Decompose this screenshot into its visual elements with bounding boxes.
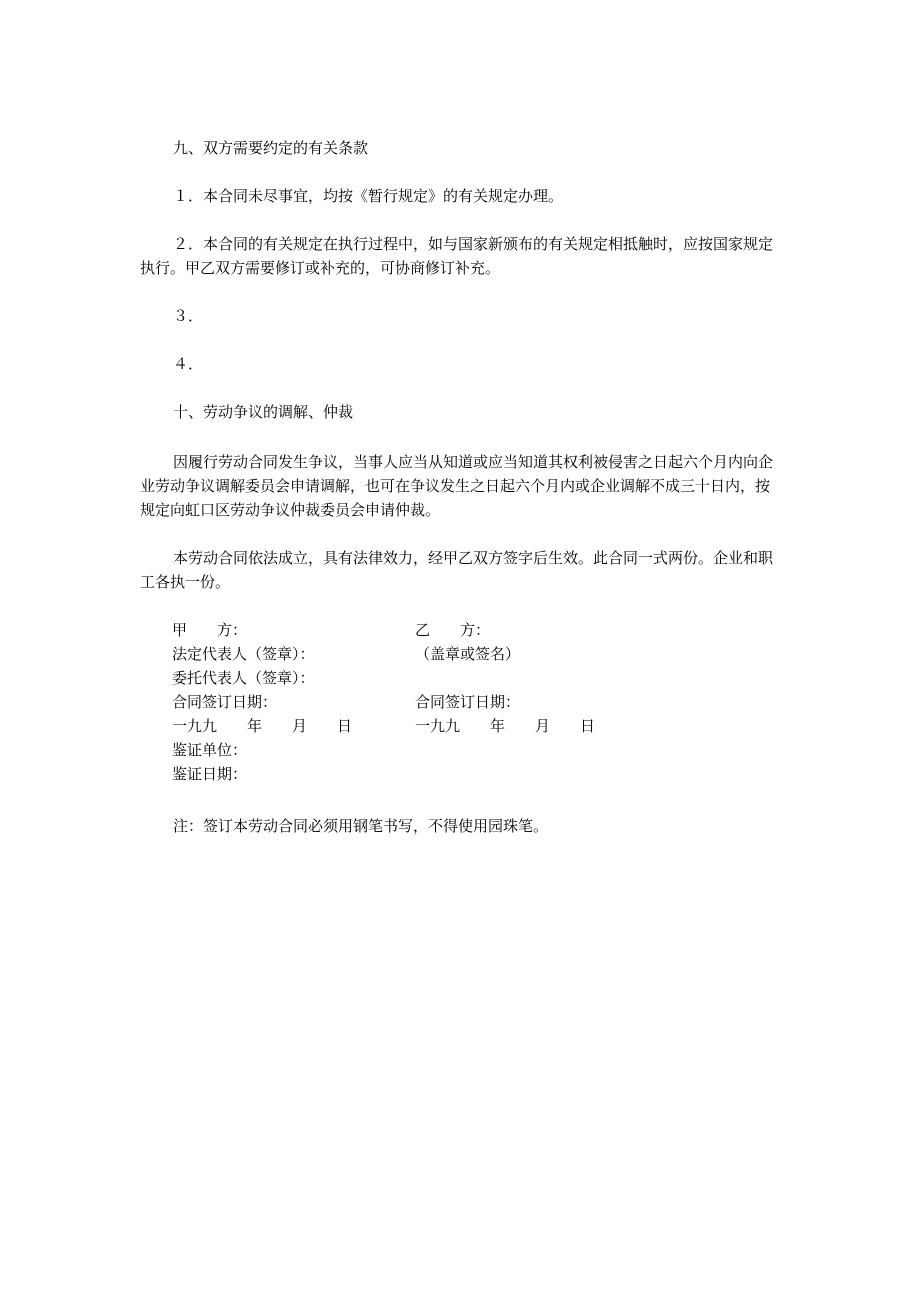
- signature-row-entrusted-rep: [172, 666, 732, 690]
- date-line-a: 一九九 年 月 日: [172, 717, 353, 735]
- signature-row-verify-unit: [172, 738, 732, 762]
- party-b-sign-note: （盖章或签名）: [415, 645, 521, 663]
- sign-date-label-a: 合同签订日期：: [172, 693, 278, 711]
- signature-row-parties: [172, 618, 732, 642]
- verify-date-label: 鉴证日期：: [172, 765, 248, 783]
- sign-date-label-b: 合同签订日期：: [415, 693, 521, 711]
- verify-unit-label: 鉴证单位：: [172, 741, 248, 759]
- entrusted-rep-label: 委托代表人（签章）：: [172, 669, 315, 687]
- effect-clause: 本劳动合同依法成立，具有法律效力，经甲乙双方签字后生效。此合同一式两份。企业和职工各执一份。: [140, 549, 774, 591]
- section9-item4: ４．: [173, 355, 204, 373]
- signature-row-legal-rep: [172, 642, 732, 666]
- section9-item3: ３．: [173, 307, 204, 325]
- section9-heading: 九、双方需要约定的有关条款: [173, 139, 369, 157]
- date-line-b: 一九九 年 月 日: [415, 717, 596, 735]
- section9-item1: １．本合同未尽事宜，均按《暂行规定》的有关规定办理。: [173, 187, 564, 205]
- section10-body: 因履行劳动合同发生争议，当事人应当从知道或应当知道其权利被侵害之日起六个月内向企业劳动争议调解委员会申请调解，也可在争议发生之日起六个月内或企业调解不成三十日内，按规定向虹口区劳动争议仲裁委员会申请仲裁。: [140, 453, 774, 519]
- signature-row-date-line: [172, 714, 732, 738]
- party-a-label: 甲 方：: [172, 621, 248, 639]
- signature-row-sign-date: [172, 690, 732, 714]
- signature-block: [172, 618, 732, 786]
- section9-item2: ２．本合同的有关规定在执行过程中，如与国家新颁布的有关规定相抵触时，应按国家规定执行。甲乙双方需要修订或补充的，可协商修订补充。: [140, 235, 774, 277]
- legal-rep-label: 法定代表人（签章）：: [172, 645, 315, 663]
- signature-row-verify-date: [172, 762, 732, 786]
- party-b-label: 乙 方：: [415, 621, 491, 639]
- section10-heading: 十、劳动争议的调解、仲裁: [173, 403, 354, 421]
- footnote: 注：签订本劳动合同必须用钢笔书写，不得使用园珠笔。: [173, 817, 549, 835]
